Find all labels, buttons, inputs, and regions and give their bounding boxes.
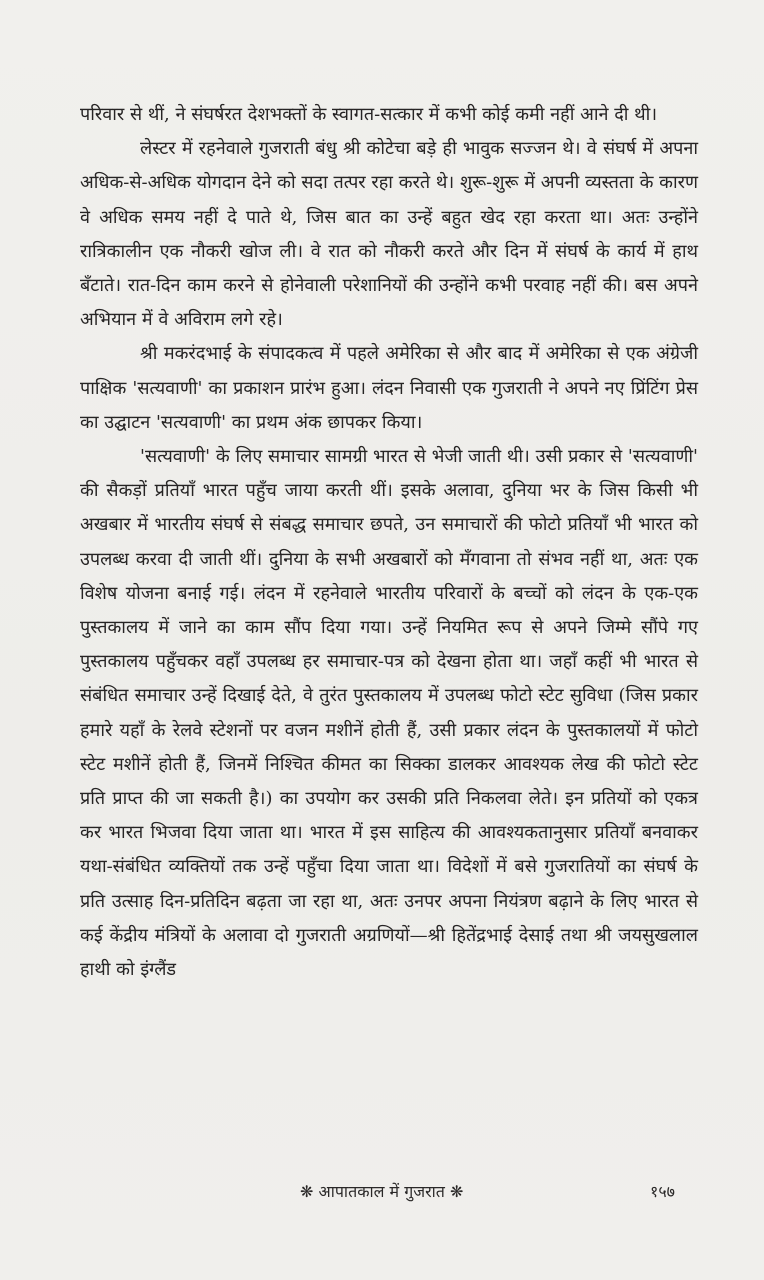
paragraph-3: श्री मकरंदभाई के संपादकत्व में पहले अमेरिका से और बाद में अमेरिका से एक अंग्रेजी पाक्षिक 'सत्यवाणी' का प्रकाशन प्रारंभ हुआ। लंदन निवासी एक गुजराती ने अपने नए प्रिंटिंग प्रेस का उद्घाटन 'सत्यवाणी' का प्रथम अंक छापकर किया। — [80, 343, 698, 433]
page-footer — [0, 1180, 764, 1210]
running-title: ❋ आपातकाल में गुजरात ❋ — [300, 1182, 464, 1201]
page-number: १५७ — [650, 1182, 675, 1201]
paragraph-4: 'सत्यवाणी' के लिए समाचार सामग्री भारत से भेजी जाती थी। उसी प्रकार से 'सत्यवाणी' की सैकड़ों प्रतियाँ भारत पहुँच जाया करती थीं। इसके अलावा, दुनिया भर के जिस किसी भी अखबार में भारतीय संघर्ष से संबद्ध समाचार छपते, उन समाचारों की फोटो प्रतियाँ भी भारत को उपलब्ध करवा दी जाती थीं। दुनिया के सभी अखबारों को मँगवाना तो संभव नहीं था, अतः एक विशेष योजना बनाई गई। लंदन में रहनेवाले भारतीय परिवारों के बच्चों को लंदन के एक-एक पुस्तकालय में जाने का काम सौंप दिया गया। उन्हें नियमित रूप से अपने जिम्मे सौंपे गए पुस्तकालय पहुँचकर वहाँ उपलब्ध हर समाचार-पत्र को देखना होता था। जहाँ कहीं भी भारत से संबंधित समाचार उन्हें दिखाई देते, वे तुरंत पुस्तकालय में उपलब्ध फोटो स्टेट सुविधा (जिस प्रकार हमारे यहाँ के रेलवे स्टेशनों पर वजन मशीनें होती हैं, उसी प्रकार लंदन के पुस्तकालयों में फोटो स्टेट मशीनें होती हैं, जिनमें निश्चित कीमत का सिक्का डालकर आवश्यक लेख की फोटो स्टेट प्रति प्राप्त की जा सकती है।) का उपयोग कर उसकी प्रति निकलवा लेते। इन प्रतियों को एकत्र कर भारत भिजवा दिया जाता था। भारत में इस साहित्य की आवश्यकतानुसार प्रतियाँ बनवाकर यथा-संबंधित व्यक्तियों तक उन्हें पहुँचा दिया जाता था। विदेशों में बसे गुजरातियों का संघर्ष के प्रति उत्साह दिन-प्रतिदिन बढ़ता जा रहा था, अतः उनपर अपना नियंत्रण बढ़ाने के लिए भारत से कई केंद्रीय मंत्रियों के अलावा दो गुजराती अग्रणियों—श्री हितेंद्रभाई देसाई तथा श्री जयसुखलाल हाथी को इंग्लैंड — [80, 446, 698, 981]
paragraph-1: परिवार से थीं, ने संघर्षरत देशभक्तों के स्वागत-सत्कार में कभी कोई कमी नहीं आने दी थी। — [80, 104, 658, 125]
paragraph-2: लेस्टर में रहनेवाले गुजराती बंधु श्री कोटेचा बड़े ही भावुक सज्जन थे। वे संघर्ष में अपना अधिक-से-अधिक योगदान देने को सदा तत्पर रहा करते थे। शुरू-शुरू में अपनी व्यस्तता के कारण वे अधिक समय नहीं दे पाते थे, जिस बात का उन्हें बहुत खेद रहा करता था। अतः उन्होंने रात्रिकालीन एक नौकरी खोज ली। वे रात को नौकरी करते और दिन में संघर्ष के कार्य में हाथ बँटाते। रात-दिन काम करने से होनेवाली परेशानियों की उन्होंने कभी परवाह नहीं की। बस अपने अभियान में वे अविराम लगे रहे। — [80, 138, 698, 331]
body-text — [80, 98, 698, 987]
